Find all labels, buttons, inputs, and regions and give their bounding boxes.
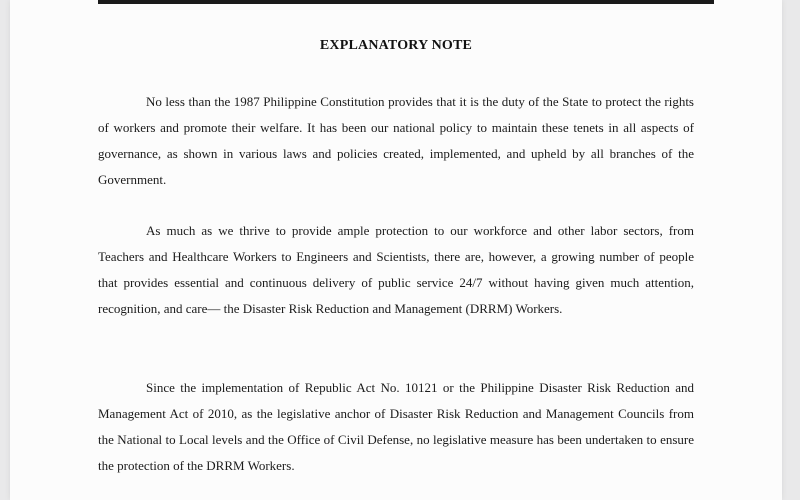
paragraph-1: No less than the 1987 Philippine Constitution provides that it is the duty of the State to protect the rights of workers and promote their welfare. It has been our national policy to maintain these tenets in all aspects of governance, as shown in various laws and policies created, implemented, and upheld by all branches of the Government. [98,94,694,187]
top-rule [98,0,714,4]
page-title: EXPLANATORY NOTE [319,38,473,53]
document-page [10,0,782,500]
paragraph-2: As much as we thrive to provide ample protection to our workforce and other labor sectors, from Teachers and Healthcare Workers to Engineers and Scientists, there are, however, a growing number of people that provides essential and continuous delivery of public service 24/7 without having given much attention, recognition, and care— the Disaster Risk Reduction and Management (DRRM) Workers. [98,223,694,316]
paragraph-3: Since the implementation of Republic Act No. 10121 or the Philippine Disaster Risk Reduction and Management Act of 2010, as the legislative anchor of Disaster Risk Reduction and Management Councils from the National to Local levels and the Office of Civil Defense, no legislative measure has been undertaken to ensure the protection of the DRRM Workers. [98,380,694,473]
